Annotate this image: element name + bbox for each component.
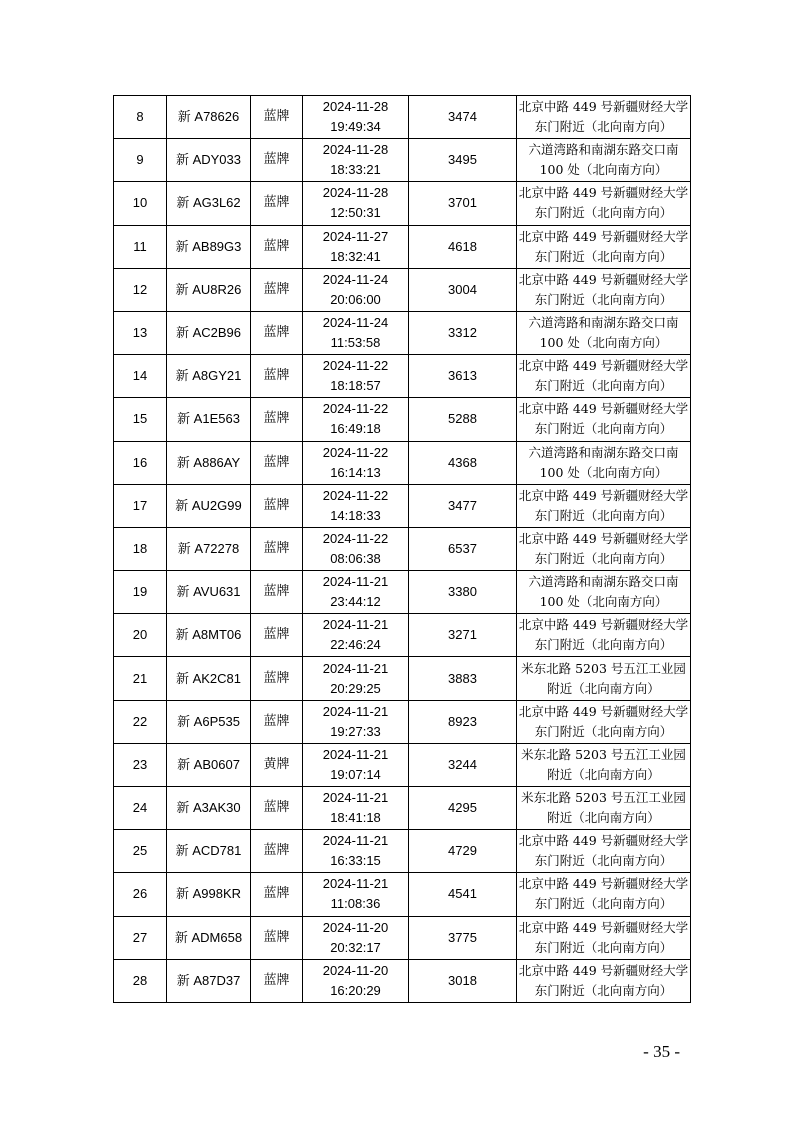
- capture-clock-time: 19:07:14: [330, 766, 381, 782]
- amount-cell: 3004: [409, 268, 517, 311]
- capture-clock-time: 22:46:24: [330, 637, 381, 653]
- location-line-1: 北京中路 449 号新疆财经大学: [518, 358, 689, 374]
- capture-date: 2024-11-21: [322, 660, 389, 676]
- capture-time-cell: [303, 527, 409, 570]
- row-number-cell: 24: [114, 787, 167, 830]
- capture-date: 2024-11-21: [322, 876, 389, 892]
- location-line-2: 东门附近（北向南方向）: [534, 853, 673, 869]
- capture-clock-time: 20:32:17: [330, 939, 381, 955]
- capture-time-cell: [303, 355, 409, 398]
- capture-clock-time: 23:44:12: [330, 594, 381, 610]
- table-row: [114, 527, 691, 570]
- location-line-1: 北京中路 449 号新疆财经大学: [518, 876, 689, 892]
- plate-color-cell: 蓝牌: [251, 959, 303, 1002]
- capture-clock-time: 16:33:15: [330, 853, 381, 869]
- table-row: [114, 830, 691, 873]
- capture-date: 2024-11-21: [322, 746, 389, 762]
- capture-date: 2024-11-22: [322, 444, 389, 460]
- location-cell: [517, 268, 691, 311]
- location-line-1: 北京中路 449 号新疆财经大学: [518, 530, 689, 546]
- table-row: [114, 225, 691, 268]
- location-line-1: 六道湾路和南湖东路交口南: [528, 142, 679, 158]
- location-line-1: 北京中路 449 号新疆财经大学: [518, 487, 689, 503]
- location-line-1: 北京中路 449 号新疆财经大学: [518, 271, 689, 287]
- table-row: [114, 614, 691, 657]
- capture-time-cell: [303, 657, 409, 700]
- capture-clock-time: 18:33:21: [330, 162, 381, 178]
- location-line-1: 北京中路 449 号新疆财经大学: [518, 703, 689, 719]
- capture-date: 2024-11-24: [322, 315, 389, 331]
- plate-number-cell: 新 A3AK30: [167, 787, 251, 830]
- location-line-1: 米东北路 5203 号五江工业园: [521, 790, 686, 806]
- plate-color-cell: 蓝牌: [251, 311, 303, 354]
- location-line-1: 六道湾路和南湖东路交口南: [528, 444, 679, 460]
- amount-cell: 3775: [409, 916, 517, 959]
- location-cell: [517, 139, 691, 182]
- location-cell: [517, 787, 691, 830]
- amount-cell: 3312: [409, 311, 517, 354]
- row-number-cell: 17: [114, 484, 167, 527]
- amount-cell: 3244: [409, 743, 517, 786]
- row-number-cell: 13: [114, 311, 167, 354]
- table-row: [114, 916, 691, 959]
- location-line-2: 东门附近（北向南方向）: [534, 205, 673, 221]
- location-line-2: 附近（北向南方向）: [547, 766, 660, 782]
- plate-number-cell: 新 A8GY21: [167, 355, 251, 398]
- capture-time-cell: [303, 916, 409, 959]
- row-number-cell: 10: [114, 182, 167, 225]
- location-cell: [517, 873, 691, 916]
- capture-time-cell: [303, 571, 409, 614]
- capture-date: 2024-11-28: [322, 142, 389, 158]
- plate-color-cell: 蓝牌: [251, 571, 303, 614]
- capture-time-cell: [303, 614, 409, 657]
- plate-color-cell: 蓝牌: [251, 355, 303, 398]
- location-line-2: 100 处（北向南方向）: [539, 162, 668, 178]
- capture-clock-time: 19:49:34: [330, 119, 381, 135]
- capture-date: 2024-11-28: [322, 99, 389, 115]
- capture-time-cell: [303, 959, 409, 1002]
- amount-cell: 3477: [409, 484, 517, 527]
- location-line-2: 东门附近（北向南方向）: [534, 896, 673, 912]
- table-row: [114, 139, 691, 182]
- location-cell: [517, 225, 691, 268]
- capture-date: 2024-11-28: [322, 185, 389, 201]
- capture-time-cell: [303, 484, 409, 527]
- table-row: [114, 743, 691, 786]
- plate-number-cell: 新 AC2B96: [167, 311, 251, 354]
- location-cell: [517, 182, 691, 225]
- location-cell: [517, 398, 691, 441]
- capture-time-cell: [303, 268, 409, 311]
- row-number-cell: 23: [114, 743, 167, 786]
- plate-color-cell: 蓝牌: [251, 96, 303, 139]
- capture-clock-time: 16:49:18: [330, 421, 381, 437]
- capture-date: 2024-11-21: [322, 617, 389, 633]
- capture-time-cell: [303, 787, 409, 830]
- plate-number-cell: 新 AU8R26: [167, 268, 251, 311]
- violation-records-table: [113, 95, 691, 1003]
- location-cell: [517, 614, 691, 657]
- plate-color-cell: 蓝牌: [251, 657, 303, 700]
- row-number-cell: 28: [114, 959, 167, 1002]
- location-line-1: 北京中路 449 号新疆财经大学: [518, 99, 689, 115]
- amount-cell: 6537: [409, 527, 517, 570]
- page-number: - 35 -: [643, 1042, 680, 1061]
- table-row: [114, 484, 691, 527]
- table-row: [114, 657, 691, 700]
- plate-number-cell: 新 ACD781: [167, 830, 251, 873]
- plate-number-cell: 新 A1E563: [167, 398, 251, 441]
- location-line-1: 六道湾路和南湖东路交口南: [528, 574, 679, 590]
- row-number-cell: 26: [114, 873, 167, 916]
- capture-date: 2024-11-21: [322, 790, 389, 806]
- plate-color-cell: 蓝牌: [251, 139, 303, 182]
- capture-time-cell: [303, 743, 409, 786]
- table-row: [114, 441, 691, 484]
- plate-number-cell: 新 A78626: [167, 96, 251, 139]
- plate-color-cell: 蓝牌: [251, 527, 303, 570]
- plate-number-cell: 新 AVU631: [167, 571, 251, 614]
- location-line-2: 东门附近（北向南方向）: [534, 550, 673, 566]
- location-line-1: 北京中路 449 号新疆财经大学: [518, 185, 689, 201]
- location-line-2: 东门附近（北向南方向）: [534, 982, 673, 998]
- plate-number-cell: 新 AU2G99: [167, 484, 251, 527]
- location-line-1: 北京中路 449 号新疆财经大学: [518, 401, 689, 417]
- capture-date: 2024-11-22: [322, 401, 389, 417]
- amount-cell: 4368: [409, 441, 517, 484]
- plate-number-cell: 新 AG3L62: [167, 182, 251, 225]
- location-line-2: 100 处（北向南方向）: [539, 335, 668, 351]
- location-line-1: 北京中路 449 号新疆财经大学: [518, 228, 689, 244]
- capture-clock-time: 11:53:58: [330, 335, 381, 351]
- amount-cell: 4729: [409, 830, 517, 873]
- plate-color-cell: 蓝牌: [251, 398, 303, 441]
- plate-number-cell: 新 A998KR: [167, 873, 251, 916]
- row-number-cell: 8: [114, 96, 167, 139]
- capture-time-cell: [303, 873, 409, 916]
- capture-clock-time: 19:27:33: [330, 723, 381, 739]
- table-row: [114, 96, 691, 139]
- capture-date: 2024-11-21: [322, 703, 389, 719]
- plate-color-cell: 蓝牌: [251, 916, 303, 959]
- location-cell: [517, 916, 691, 959]
- location-line-2: 100 处（北向南方向）: [539, 464, 668, 480]
- amount-cell: 8923: [409, 700, 517, 743]
- capture-date: 2024-11-20: [322, 962, 389, 978]
- table-row: [114, 182, 691, 225]
- location-line-2: 100 处（北向南方向）: [539, 594, 668, 610]
- amount-cell: 4541: [409, 873, 517, 916]
- capture-time-cell: [303, 182, 409, 225]
- plate-number-cell: 新 A87D37: [167, 959, 251, 1002]
- amount-cell: 3271: [409, 614, 517, 657]
- capture-time-cell: [303, 96, 409, 139]
- capture-clock-time: 20:06:00: [330, 291, 381, 307]
- capture-time-cell: [303, 225, 409, 268]
- table-row: [114, 700, 691, 743]
- plate-color-cell: 蓝牌: [251, 787, 303, 830]
- plate-number-cell: 新 A886AY: [167, 441, 251, 484]
- table-row: [114, 873, 691, 916]
- location-line-2: 东门附近（北向南方向）: [534, 421, 673, 437]
- plate-number-cell: 新 ADM658: [167, 916, 251, 959]
- table-row: [114, 268, 691, 311]
- location-cell: [517, 311, 691, 354]
- amount-cell: 5288: [409, 398, 517, 441]
- location-line-2: 东门附近（北向南方向）: [534, 248, 673, 264]
- amount-cell: 3380: [409, 571, 517, 614]
- amount-cell: 3495: [409, 139, 517, 182]
- capture-date: 2024-11-22: [322, 487, 389, 503]
- capture-date: 2024-11-22: [322, 358, 389, 374]
- location-cell: [517, 96, 691, 139]
- amount-cell: 4295: [409, 787, 517, 830]
- location-line-2: 附近（北向南方向）: [547, 680, 660, 696]
- capture-clock-time: 14:18:33: [330, 507, 381, 523]
- row-number-cell: 21: [114, 657, 167, 700]
- location-cell: [517, 441, 691, 484]
- capture-clock-time: 16:14:13: [330, 464, 381, 480]
- location-cell: [517, 830, 691, 873]
- amount-cell: 4618: [409, 225, 517, 268]
- capture-clock-time: 18:18:57: [330, 378, 381, 394]
- location-cell: [517, 959, 691, 1002]
- plate-number-cell: 新 AK2C81: [167, 657, 251, 700]
- plate-color-cell: 蓝牌: [251, 182, 303, 225]
- amount-cell: 3701: [409, 182, 517, 225]
- amount-cell: 3613: [409, 355, 517, 398]
- location-line-1: 北京中路 449 号新疆财经大学: [518, 962, 689, 978]
- table-row: [114, 398, 691, 441]
- row-number-cell: 14: [114, 355, 167, 398]
- location-cell: [517, 571, 691, 614]
- plate-color-cell: 黄牌: [251, 743, 303, 786]
- capture-time-cell: [303, 139, 409, 182]
- location-cell: [517, 700, 691, 743]
- amount-cell: 3018: [409, 959, 517, 1002]
- plate-color-cell: 蓝牌: [251, 225, 303, 268]
- plate-color-cell: 蓝牌: [251, 873, 303, 916]
- row-number-cell: 22: [114, 700, 167, 743]
- location-line-2: 东门附近（北向南方向）: [534, 119, 673, 135]
- row-number-cell: 20: [114, 614, 167, 657]
- amount-cell: 3883: [409, 657, 517, 700]
- location-line-1: 六道湾路和南湖东路交口南: [528, 315, 679, 331]
- row-number-cell: 11: [114, 225, 167, 268]
- plate-color-cell: 蓝牌: [251, 484, 303, 527]
- location-line-2: 东门附近（北向南方向）: [534, 378, 673, 394]
- row-number-cell: 27: [114, 916, 167, 959]
- row-number-cell: 19: [114, 571, 167, 614]
- table-row: [114, 959, 691, 1002]
- capture-clock-time: 11:08:36: [330, 896, 381, 912]
- location-line-2: 东门附近（北向南方向）: [534, 637, 673, 653]
- location-line-2: 附近（北向南方向）: [547, 810, 660, 826]
- location-line-2: 东门附近（北向南方向）: [534, 723, 673, 739]
- table-row: [114, 311, 691, 354]
- location-line-2: 东门附近（北向南方向）: [534, 939, 673, 955]
- capture-time-cell: [303, 311, 409, 354]
- plate-number-cell: 新 ADY033: [167, 139, 251, 182]
- plate-number-cell: 新 AB89G3: [167, 225, 251, 268]
- plate-number-cell: 新 AB0607: [167, 743, 251, 786]
- plate-number-cell: 新 A72278: [167, 527, 251, 570]
- location-cell: [517, 657, 691, 700]
- row-number-cell: 16: [114, 441, 167, 484]
- capture-date: 2024-11-22: [322, 530, 389, 546]
- capture-time-cell: [303, 700, 409, 743]
- capture-date: 2024-11-20: [322, 919, 389, 935]
- location-cell: [517, 355, 691, 398]
- row-number-cell: 9: [114, 139, 167, 182]
- location-cell: [517, 484, 691, 527]
- row-number-cell: 15: [114, 398, 167, 441]
- location-line-2: 东门附近（北向南方向）: [534, 507, 673, 523]
- plate-color-cell: 蓝牌: [251, 268, 303, 311]
- capture-clock-time: 08:06:38: [330, 550, 381, 566]
- location-cell: [517, 527, 691, 570]
- capture-date: 2024-11-21: [322, 574, 389, 590]
- amount-cell: 3474: [409, 96, 517, 139]
- table-row: [114, 787, 691, 830]
- capture-date: 2024-11-24: [322, 271, 389, 287]
- row-number-cell: 25: [114, 830, 167, 873]
- location-line-1: 北京中路 449 号新疆财经大学: [518, 617, 689, 633]
- table-row: [114, 355, 691, 398]
- location-line-1: 米东北路 5203 号五江工业园: [521, 660, 686, 676]
- capture-clock-time: 12:50:31: [330, 205, 381, 221]
- location-line-1: 北京中路 449 号新疆财经大学: [518, 919, 689, 935]
- row-number-cell: 18: [114, 527, 167, 570]
- location-cell: [517, 743, 691, 786]
- row-number-cell: 12: [114, 268, 167, 311]
- location-line-1: 米东北路 5203 号五江工业园: [521, 746, 686, 762]
- capture-clock-time: 18:32:41: [330, 248, 381, 264]
- capture-date: 2024-11-27: [322, 228, 389, 244]
- capture-time-cell: [303, 441, 409, 484]
- capture-clock-time: 18:41:18: [330, 810, 381, 826]
- capture-date: 2024-11-21: [322, 833, 389, 849]
- plate-color-cell: 蓝牌: [251, 830, 303, 873]
- capture-clock-time: 20:29:25: [330, 680, 381, 696]
- location-line-2: 东门附近（北向南方向）: [534, 291, 673, 307]
- capture-time-cell: [303, 398, 409, 441]
- plate-number-cell: 新 A8MT06: [167, 614, 251, 657]
- location-line-1: 北京中路 449 号新疆财经大学: [518, 833, 689, 849]
- table-row: [114, 571, 691, 614]
- capture-clock-time: 16:20:29: [330, 982, 381, 998]
- capture-time-cell: [303, 830, 409, 873]
- plate-number-cell: 新 A6P535: [167, 700, 251, 743]
- table-body: [114, 96, 691, 1003]
- plate-color-cell: 蓝牌: [251, 700, 303, 743]
- plate-color-cell: 蓝牌: [251, 614, 303, 657]
- plate-color-cell: 蓝牌: [251, 441, 303, 484]
